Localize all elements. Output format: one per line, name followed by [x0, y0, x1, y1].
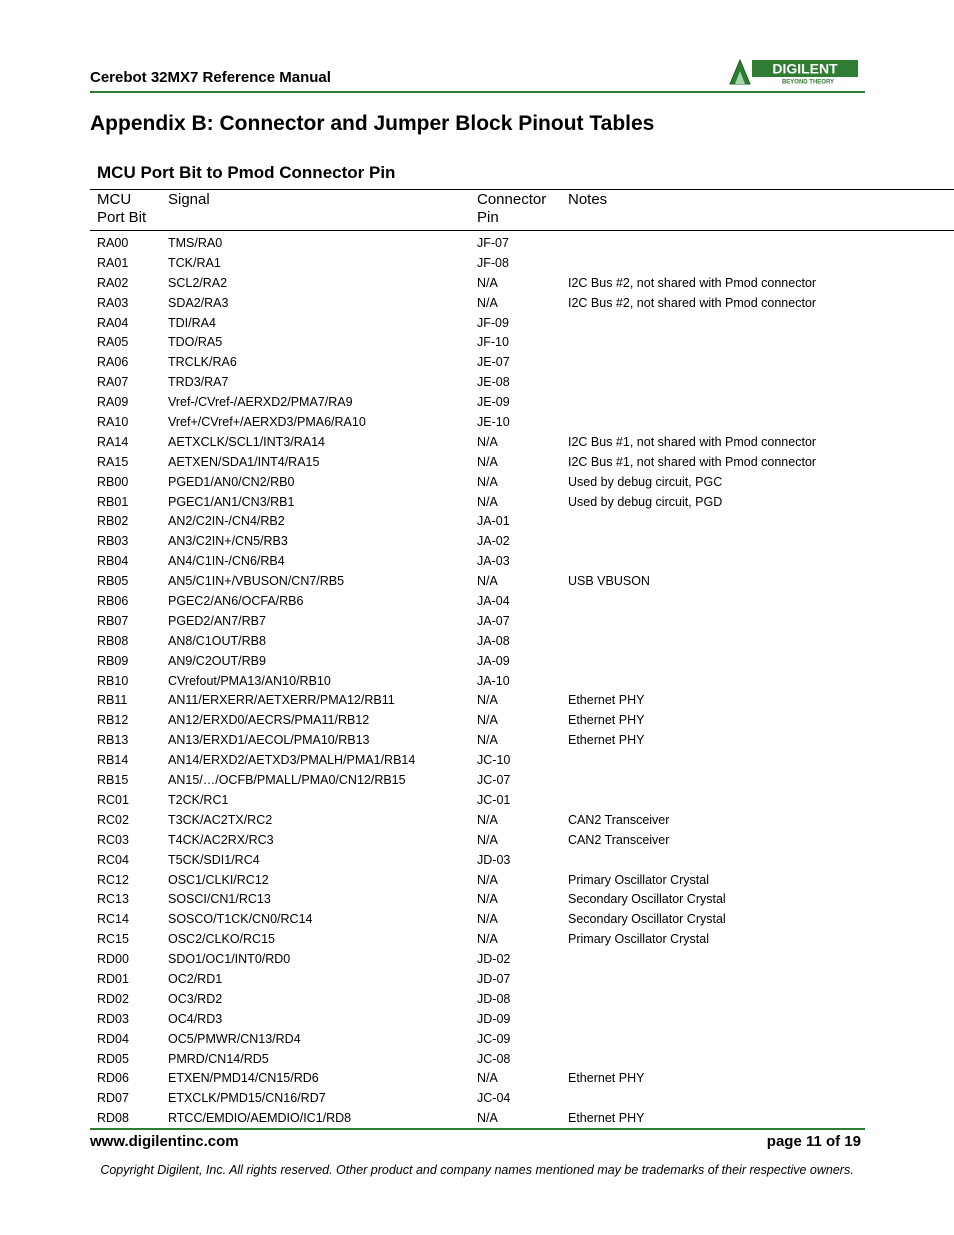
- port-bit-cell: RC02: [97, 812, 129, 827]
- footer-divider: [90, 1128, 865, 1130]
- page-number: page 11 of 19: [766, 1133, 861, 1150]
- table-row: [0, 851, 954, 871]
- port-bit-cell: RA01: [97, 255, 129, 270]
- table-row: [0, 393, 954, 413]
- signal-cell: TDO/RA5: [168, 335, 223, 350]
- signal-cell: Vref-/CVref-/AERXD2/PMA7/RA9: [168, 395, 353, 410]
- table-row: [0, 453, 954, 473]
- signal-cell: AETXCLK/SCL1/INT3/RA14: [168, 434, 326, 449]
- signal-cell: TRCLK/RA6: [168, 355, 237, 370]
- connector-pin-cell: N/A: [477, 454, 498, 469]
- connector-pin-cell: N/A: [477, 494, 498, 509]
- port-bit-cell: RA04: [97, 315, 129, 330]
- table-row: [0, 274, 954, 294]
- digilent-logo: [728, 58, 860, 85]
- connector-pin-cell: JA-10: [477, 673, 510, 688]
- table-row: [0, 751, 954, 771]
- pinout-table-body: [0, 234, 954, 1129]
- notes-cell: I2C Bus #2, not shared with Pmod connector: [568, 295, 817, 310]
- signal-cell: TRD3/RA7: [168, 375, 229, 390]
- table-row: [0, 890, 954, 910]
- notes-cell: Primary Oscillator Crystal: [568, 872, 709, 887]
- connector-pin-cell: N/A: [477, 1111, 498, 1126]
- signal-cell: PGEC2/AN6/OCFA/RB6: [168, 594, 304, 609]
- header-divider: [90, 91, 865, 93]
- port-bit-cell: RC14: [97, 912, 129, 927]
- signal-cell: Vref+/CVref+/AERXD3/PMA6/RA10: [168, 415, 366, 430]
- signal-cell: OSC1/CLKI/RC12: [168, 872, 269, 887]
- connector-pin-cell: JD-07: [477, 971, 511, 986]
- port-bit-cell: RD05: [97, 1051, 129, 1066]
- signal-cell: PGED2/AN7/RB7: [168, 613, 266, 628]
- table-row: [0, 930, 954, 950]
- connector-pin-cell: N/A: [477, 275, 498, 290]
- port-bit-cell: RB01: [97, 494, 129, 509]
- table-row: [0, 791, 954, 811]
- signal-cell: OSC2/CLKO/RC15: [168, 932, 275, 947]
- signal-cell: AN2/C2IN-/CN4/RB2: [168, 514, 285, 529]
- table-row: [0, 373, 954, 393]
- port-bit-cell: RB12: [97, 713, 129, 728]
- table-row: [0, 592, 954, 612]
- port-bit-cell: RA10: [97, 415, 129, 430]
- port-bit-cell: RC04: [97, 852, 129, 867]
- connector-pin-cell: N/A: [477, 574, 498, 589]
- table-row: [0, 353, 954, 373]
- signal-cell: OC2/RD1: [168, 971, 223, 986]
- column-header-connector-pin: Connector Pin: [477, 191, 547, 226]
- connector-pin-cell: JC-08: [477, 1051, 511, 1066]
- signal-cell: T5CK/SDI1/RC4: [168, 852, 260, 867]
- table-row: [0, 314, 954, 334]
- table-row: [0, 970, 954, 990]
- connector-pin-cell: N/A: [477, 733, 498, 748]
- notes-cell: Primary Oscillator Crystal: [568, 932, 709, 947]
- notes-cell: Secondary Oscillator Crystal: [568, 892, 726, 907]
- port-bit-cell: RC12: [97, 872, 129, 887]
- notes-cell: CAN2 Transceiver: [568, 832, 670, 847]
- table-row: [0, 1109, 954, 1129]
- document-title: Cerebot 32MX7 Reference Manual: [90, 69, 331, 86]
- appendix-title: Appendix B: Connector and Jumper Block Pinout Tables: [90, 112, 655, 135]
- notes-cell: Ethernet PHY: [568, 1071, 645, 1086]
- table-row: [0, 552, 954, 572]
- port-bit-cell: RA09: [97, 395, 129, 410]
- signal-cell: AN3/C2IN+/CN5/RB3: [168, 534, 288, 549]
- table-row: [0, 652, 954, 672]
- signal-cell: AN15/…/OCFB/PMALL/PMA0/CN12/RB15: [168, 773, 406, 788]
- port-bit-cell: RB04: [97, 554, 129, 569]
- table-row: [0, 493, 954, 513]
- port-bit-cell: RC03: [97, 832, 129, 847]
- table-row: [0, 632, 954, 652]
- connector-pin-cell: N/A: [477, 713, 498, 728]
- connector-pin-cell: N/A: [477, 812, 498, 827]
- signal-cell: AN13/ERXD1/AECOL/PMA10/RB13: [168, 733, 370, 748]
- logo-wordmark: DIGILENT: [772, 60, 838, 77]
- signal-cell: SDO1/OC1/INT0/RD0: [168, 952, 291, 967]
- signal-cell: TCK/RA1: [168, 255, 221, 270]
- table-row: [0, 1030, 954, 1050]
- port-bit-cell: RB06: [97, 594, 129, 609]
- port-bit-cell: RB08: [97, 633, 129, 648]
- port-bit-cell: RA00: [97, 236, 129, 250]
- table-row: [0, 672, 954, 692]
- connector-pin-cell: JC-10: [477, 753, 511, 768]
- notes-cell: Used by debug circuit, PGD: [568, 494, 723, 509]
- notes-cell: USB VBUSON: [568, 574, 650, 589]
- table-row: [0, 433, 954, 453]
- connector-pin-cell: N/A: [477, 932, 498, 947]
- connector-pin-cell: N/A: [477, 474, 498, 489]
- connector-pin-cell: N/A: [477, 912, 498, 927]
- signal-cell: AN9/C2OUT/RB9: [168, 653, 266, 668]
- connector-pin-cell: JD-03: [477, 852, 511, 867]
- table-row: [0, 1069, 954, 1089]
- signal-cell: ETXCLK/PMD15/CN16/RD7: [168, 1091, 326, 1106]
- table-row: [0, 333, 954, 353]
- column-header-port-bit: MCU Port Bit: [97, 191, 147, 226]
- port-bit-cell: RB10: [97, 673, 129, 688]
- port-bit-cell: RB09: [97, 653, 129, 668]
- table-row: [0, 512, 954, 532]
- signal-cell: OC3/RD2: [168, 991, 223, 1006]
- port-bit-cell: RD08: [97, 1111, 129, 1126]
- port-bit-cell: RA02: [97, 275, 129, 290]
- port-bit-cell: RD00: [97, 952, 129, 967]
- signal-cell: T4CK/AC2RX/RC3: [168, 832, 274, 847]
- port-bit-cell: RB03: [97, 534, 129, 549]
- table-row: [0, 811, 954, 831]
- port-bit-cell: RB15: [97, 773, 129, 788]
- signal-cell: ETXEN/PMD14/CN15/RD6: [168, 1071, 319, 1086]
- footer-url[interactable]: www.digilentinc.com: [90, 1133, 239, 1150]
- table-row: [0, 831, 954, 851]
- copyright-notice: Copyright Digilent, Inc. All rights reserved. Other product and company names mentioned may be trademarks of their respective owners.: [100, 1163, 854, 1177]
- port-bit-cell: RC13: [97, 892, 129, 907]
- notes-cell: CAN2 Transceiver: [568, 812, 670, 827]
- connector-pin-cell: JA-08: [477, 633, 510, 648]
- notes-cell: I2C Bus #1, not shared with Pmod connector: [568, 454, 817, 469]
- table-row: [0, 771, 954, 791]
- signal-cell: AN11/ERXERR/AETXERR/PMA12/RB11: [168, 693, 395, 708]
- signal-cell: AN12/ERXD0/AECRS/PMA11/RB12: [168, 713, 370, 728]
- table-row: [0, 990, 954, 1010]
- table-row: [0, 950, 954, 970]
- connector-pin-cell: JF-08: [477, 255, 509, 270]
- table-row: [0, 572, 954, 592]
- column-header-signal: Signal: [168, 191, 210, 208]
- table-row: [0, 1050, 954, 1070]
- table-row: [0, 1010, 954, 1030]
- connector-pin-cell: JA-03: [477, 554, 510, 569]
- signal-cell: AN4/C1IN-/CN6/RB4: [168, 554, 285, 569]
- table-row: [0, 711, 954, 731]
- notes-cell: Secondary Oscillator Crystal: [568, 912, 726, 927]
- table-row: [0, 254, 954, 274]
- port-bit-cell: RA06: [97, 355, 129, 370]
- signal-cell: AN14/ERXD2/AETXD3/PMALH/PMA1/RB14: [168, 753, 416, 768]
- connector-pin-cell: JA-02: [477, 534, 510, 549]
- notes-cell: I2C Bus #2, not shared with Pmod connector: [568, 275, 817, 290]
- table-row: [0, 532, 954, 552]
- port-bit-cell: RB11: [97, 693, 128, 708]
- port-bit-cell: RB00: [97, 474, 129, 489]
- table-row: [0, 413, 954, 433]
- table-top-rule: [90, 189, 954, 190]
- table-row: [0, 612, 954, 632]
- table-row: [0, 234, 954, 254]
- table-row: [0, 294, 954, 314]
- port-bit-cell: RA05: [97, 335, 129, 350]
- port-bit-cell: RB07: [97, 613, 129, 628]
- connector-pin-cell: JF-07: [477, 236, 509, 250]
- connector-pin-cell: JF-10: [477, 335, 509, 350]
- connector-pin-cell: N/A: [477, 693, 498, 708]
- signal-cell: SOSCO/T1CK/CN0/RC14: [168, 912, 313, 927]
- notes-cell: I2C Bus #1, not shared with Pmod connector: [568, 434, 817, 449]
- signal-cell: SDA2/RA3: [168, 295, 229, 310]
- table-row: [0, 910, 954, 930]
- table-row: [0, 691, 954, 711]
- connector-pin-cell: JA-04: [477, 594, 510, 609]
- signal-cell: T3CK/AC2TX/RC2: [168, 812, 273, 827]
- port-bit-cell: RB14: [97, 753, 129, 768]
- signal-cell: SOSCI/CN1/RC13: [168, 892, 271, 907]
- connector-pin-cell: N/A: [477, 872, 498, 887]
- port-bit-cell: RD03: [97, 1011, 129, 1026]
- table-header-rule: [90, 230, 954, 231]
- table-row: [0, 731, 954, 751]
- logo-tagline: BEYOND THEORY: [781, 79, 835, 85]
- port-bit-cell: RD06: [97, 1071, 129, 1086]
- table-row: [0, 473, 954, 493]
- port-bit-cell: RB05: [97, 574, 129, 589]
- port-bit-cell: RA15: [97, 454, 129, 469]
- connector-pin-cell: JE-10: [477, 415, 510, 430]
- signal-cell: T2CK/RC1: [168, 792, 229, 807]
- connector-pin-cell: JD-09: [477, 1011, 511, 1026]
- signal-cell: RTCC/EMDIO/AEMDIO/IC1/RD8: [168, 1111, 352, 1126]
- signal-cell: TDI/RA4: [168, 315, 216, 330]
- column-header-notes: Notes: [568, 191, 608, 208]
- connector-pin-cell: N/A: [477, 434, 498, 449]
- connector-pin-cell: JE-09: [477, 395, 510, 410]
- connector-pin-cell: JA-01: [477, 514, 510, 529]
- connector-pin-cell: JF-09: [477, 315, 509, 330]
- signal-cell: AETXEN/SDA1/INT4/RA15: [168, 454, 320, 469]
- signal-cell: OC4/RD3: [168, 1011, 223, 1026]
- notes-cell: Used by debug circuit, PGC: [568, 474, 723, 489]
- notes-cell: Ethernet PHY: [568, 733, 645, 748]
- connector-pin-cell: JE-08: [477, 375, 510, 390]
- notes-cell: Ethernet PHY: [568, 713, 645, 728]
- port-bit-cell: RD02: [97, 991, 129, 1006]
- signal-cell: PMRD/CN14/RD5: [168, 1051, 269, 1066]
- connector-pin-cell: JC-04: [477, 1091, 511, 1106]
- table-row: [0, 871, 954, 891]
- notes-cell: Ethernet PHY: [568, 1111, 645, 1126]
- connector-pin-cell: JD-08: [477, 991, 511, 1006]
- connector-pin-cell: JC-09: [477, 1031, 511, 1046]
- port-bit-cell: RC15: [97, 932, 129, 947]
- connector-pin-cell: N/A: [477, 1071, 498, 1086]
- port-bit-cell: RC01: [97, 792, 129, 807]
- port-bit-cell: RB13: [97, 733, 129, 748]
- port-bit-cell: RA03: [97, 295, 129, 310]
- signal-cell: SCL2/RA2: [168, 275, 228, 290]
- connector-pin-cell: JD-02: [477, 952, 511, 967]
- port-bit-cell: RA14: [97, 434, 129, 449]
- signal-cell: TMS/RA0: [168, 236, 223, 250]
- connector-pin-cell: JA-09: [477, 653, 510, 668]
- connector-pin-cell: N/A: [477, 295, 498, 310]
- table-row: [0, 1089, 954, 1109]
- signal-cell: PGEC1/AN1/CN3/RB1: [168, 494, 295, 509]
- signal-cell: OC5/PMWR/CN13/RD4: [168, 1031, 301, 1046]
- signal-cell: AN5/C1IN+/VBUSON/CN7/RB5: [168, 574, 345, 589]
- port-bit-cell: RD04: [97, 1031, 129, 1046]
- connector-pin-cell: JC-07: [477, 773, 511, 788]
- port-bit-cell: RB02: [97, 514, 129, 529]
- signal-cell: CVrefout/PMA13/AN10/RB10: [168, 673, 331, 688]
- port-bit-cell: RD01: [97, 971, 129, 986]
- connector-pin-cell: JE-07: [477, 355, 510, 370]
- port-bit-cell: RD07: [97, 1091, 129, 1106]
- signal-cell: PGED1/AN0/CN2/RB0: [168, 474, 295, 489]
- notes-cell: Ethernet PHY: [568, 693, 645, 708]
- section-title: MCU Port Bit to Pmod Connector Pin: [97, 163, 396, 182]
- connector-pin-cell: N/A: [477, 832, 498, 847]
- connector-pin-cell: N/A: [477, 892, 498, 907]
- connector-pin-cell: JA-07: [477, 613, 510, 628]
- port-bit-cell: RA07: [97, 375, 129, 390]
- signal-cell: AN8/C1OUT/RB8: [168, 633, 266, 648]
- connector-pin-cell: JC-01: [477, 792, 511, 807]
